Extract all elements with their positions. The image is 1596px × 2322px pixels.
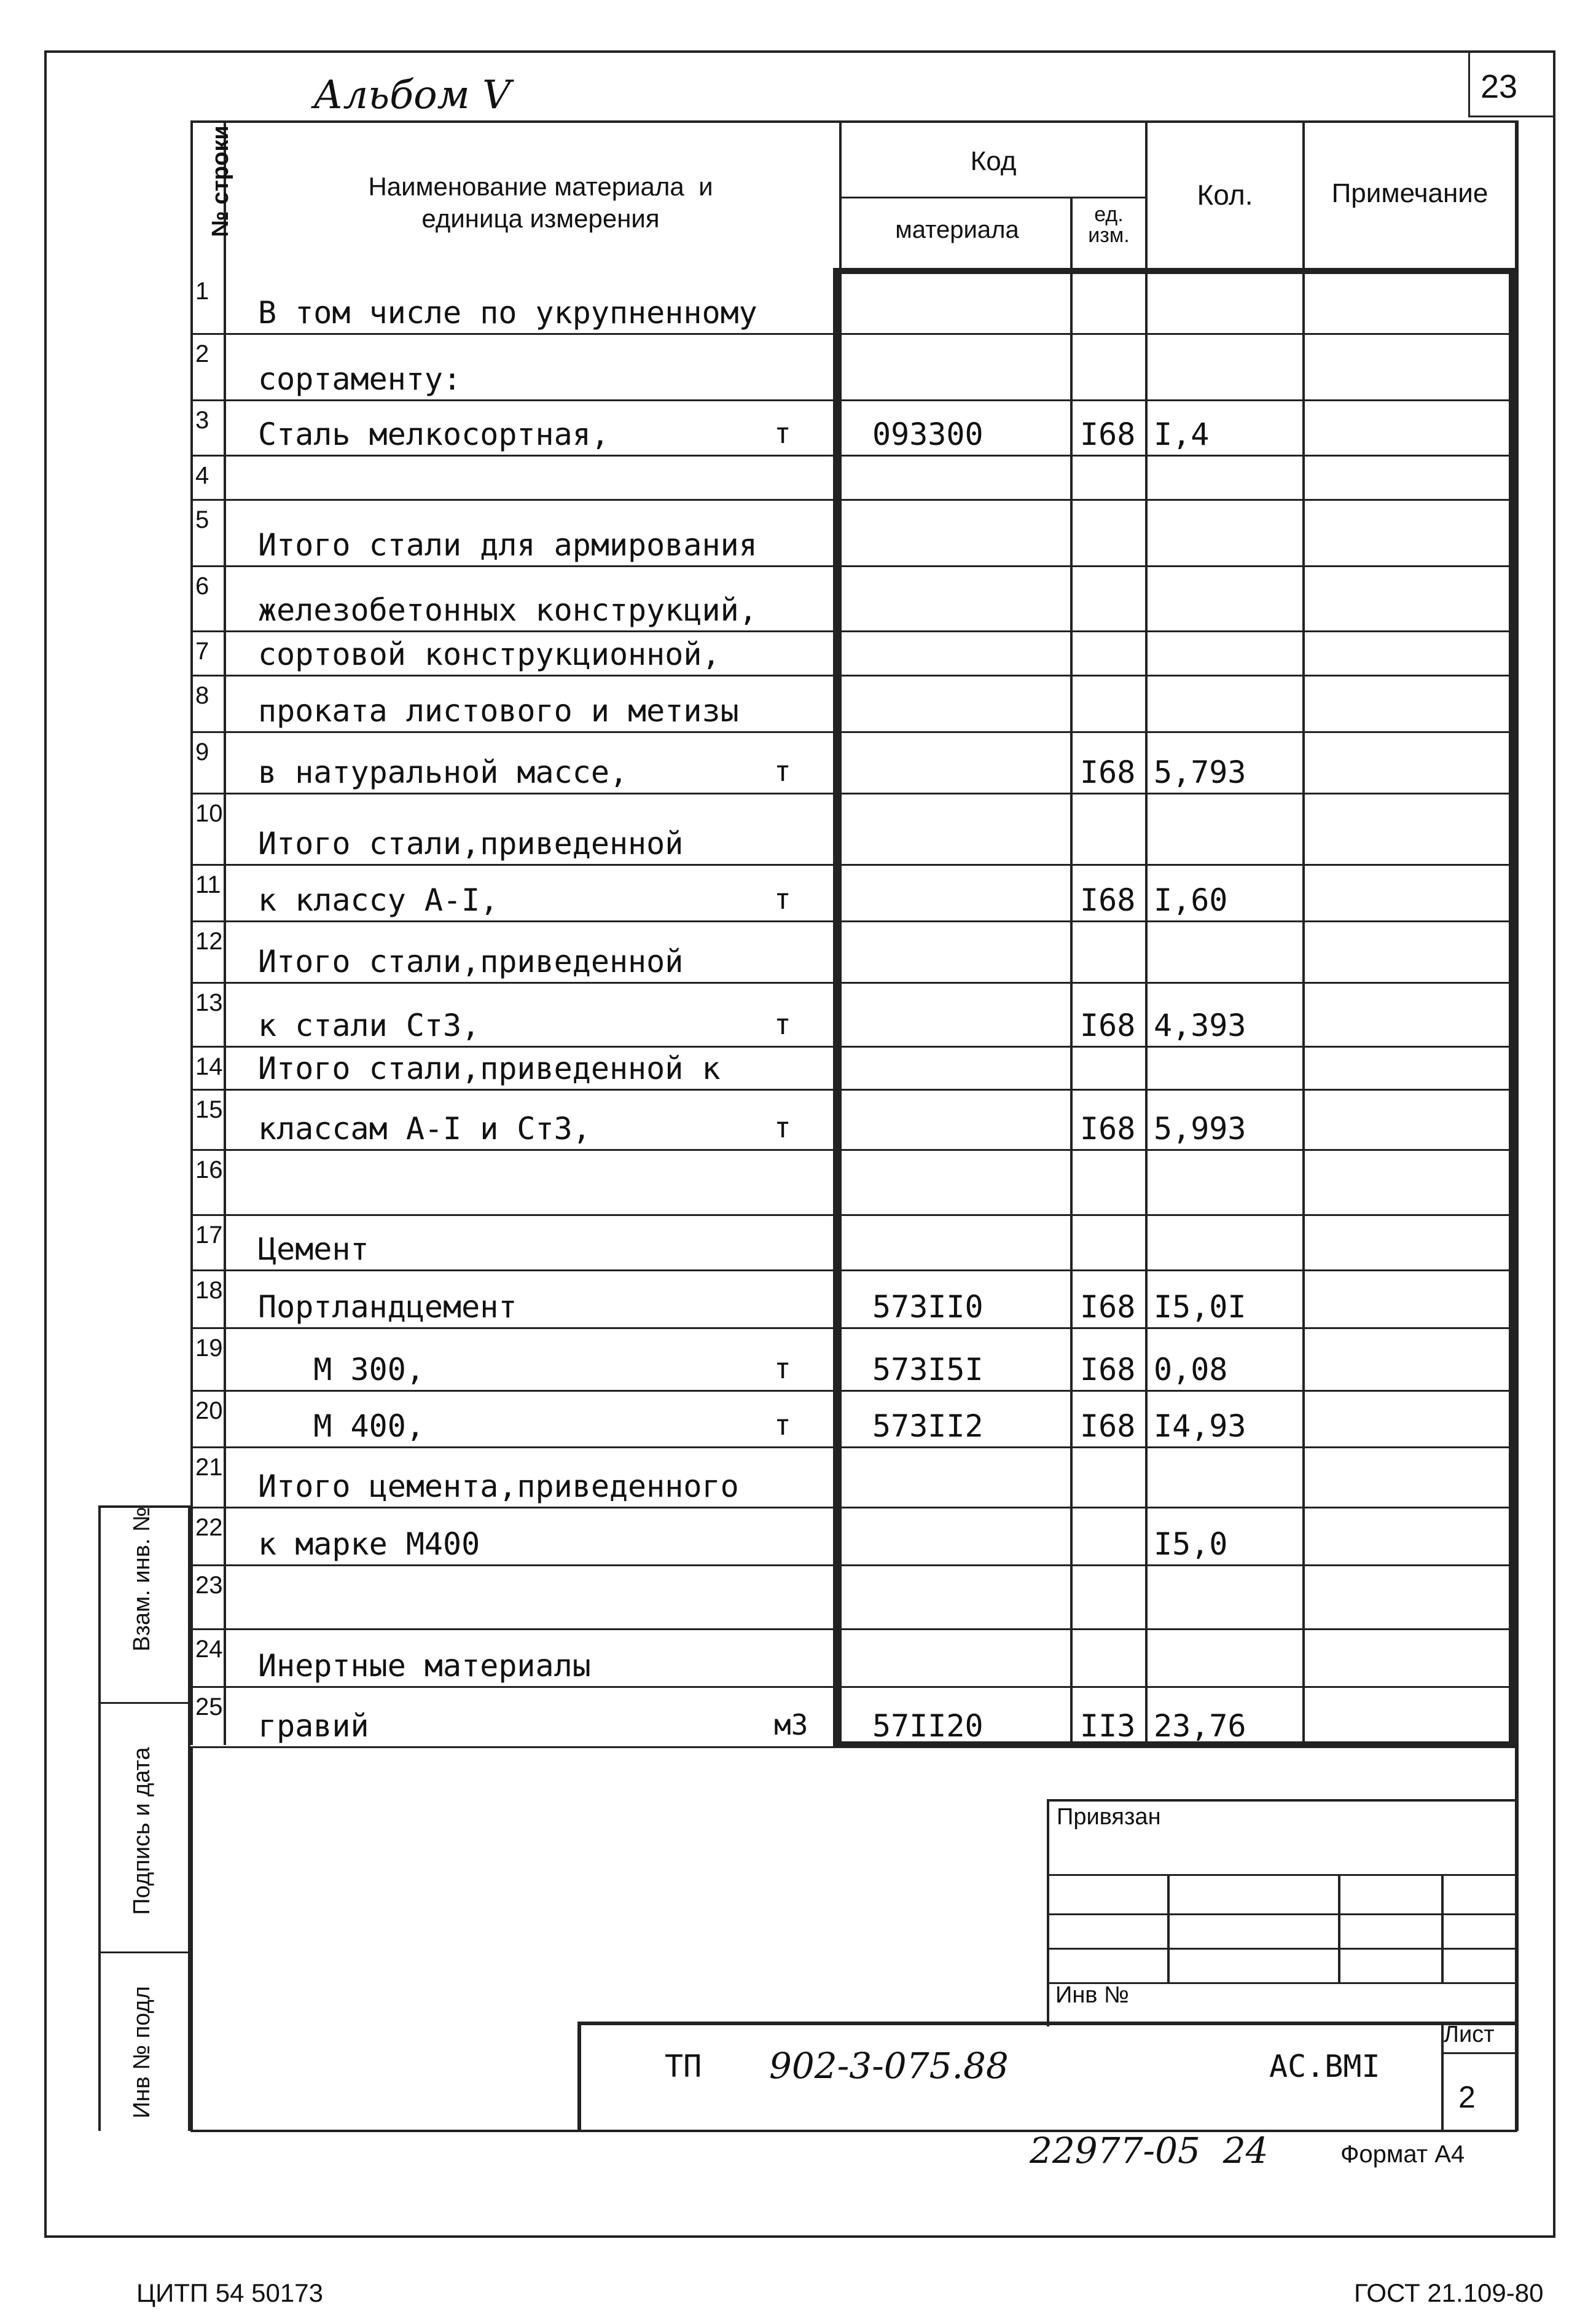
footer-gost: ГОСТ 21.109-80 [1354,2278,1544,2307]
row-number: 1 [195,278,209,305]
table-row-line [193,1327,1517,1329]
footer-format: Формат А4 [1340,2141,1465,2168]
side-stamp-div1 [98,1702,190,1704]
row-number: 5 [195,506,209,533]
row-name: к стали Ст3, [258,1008,480,1043]
page-box-left [1468,50,1470,117]
row-number: 4 [195,462,209,489]
table-row-line [193,630,1517,632]
row-unit-code: I68 [1080,1352,1136,1387]
row-unit-code: I68 [1080,1408,1136,1444]
table-row-line [193,1446,1517,1448]
row-name: в натуральной массе, [258,755,628,790]
row-unit-code: I68 [1080,882,1136,918]
row-unit-code: II3 [1080,1708,1136,1744]
table-top [190,120,1517,123]
privyazan-v2 [1338,1874,1340,1982]
col-header-row-no: № строки [208,125,233,237]
side-podpis-data: Подпись и дата [129,1747,155,1915]
code-subheader-line [840,197,1148,198]
side-stamp-left [98,1505,101,2131]
row-unit: т [774,1008,791,1041]
footer-handwritten: 22977-05 24 [1030,2130,1269,2171]
doc-code: АС.ВМI [1269,2049,1380,2084]
frame-left [44,50,47,2238]
row-qty: I,4 [1154,417,1210,452]
row-number: 14 [195,1053,223,1080]
row-qty: I4,93 [1154,1408,1246,1444]
table-row-line [193,1046,1517,1048]
col-header-code-unit: ед. изм. [1088,203,1130,247]
table-col-rowno-right [224,120,226,1745]
row-number: 19 [195,1335,223,1362]
row-number: 3 [195,407,209,434]
privyazan-v1 [1167,1874,1170,1982]
row-unit-code: I68 [1080,755,1136,790]
row-qty: I,60 [1154,882,1228,918]
row-qty: I5,0I [1154,1289,1246,1325]
page-box-bottom [1468,116,1555,117]
row-number: 10 [195,800,223,827]
privyazan-left [1047,1799,1049,2026]
row-name: Итого стали,приведенной [258,826,684,861]
row-number: 20 [195,1397,223,1424]
row-name: Цемент [258,1231,369,1267]
row-name: к марке М400 [258,1526,480,1562]
frame-top [44,50,1555,53]
row-unit-code: I68 [1080,417,1136,452]
lower-left [190,1746,193,2131]
row-qty: 4,393 [1154,1008,1246,1043]
row-material-code: 573I5I [872,1352,984,1387]
row-name: Итого стали для армирования [258,527,757,563]
row-number: 25 [195,1693,223,1720]
title-sheet-divider [1441,2052,1516,2054]
table-row-line [193,793,1517,794]
table-row-line [193,1628,1517,1630]
row-material-code: 57II20 [872,1708,984,1744]
row-name: сортовой конструкционной, [258,637,721,672]
row-number: 22 [195,1514,223,1541]
row-number: 21 [195,1454,223,1481]
row-name: Инертные материалы [258,1648,591,1684]
row-unit: т [774,755,791,788]
row-unit: т [774,882,791,916]
col-header-name: Наименование материала и единица измерения [368,172,713,233]
inv-no-label: Инв № [1055,1982,1129,2008]
page-number: 23 [1481,68,1518,105]
row-name: классам А-I и Ст3, [258,1111,591,1147]
row-unit: т [774,417,791,450]
body-right-thick [1509,268,1516,1747]
frame-right [1553,50,1555,2238]
table-bottom [190,1746,1517,1748]
row-qty: 5,993 [1154,1111,1246,1147]
table-row-line [193,565,1517,567]
footer-left-code: ЦИТП 54 50173 [136,2278,323,2307]
row-number: 18 [195,1277,223,1304]
row-unit-code: I68 [1080,1289,1136,1325]
col-header-code-material: материала [895,216,1019,243]
table-row-line [193,864,1517,866]
row-name: Сталь мелкосортная, [258,417,609,452]
row-material-code: 573II2 [872,1408,984,1444]
side-stamp-div2 [98,1951,190,1953]
row-name: гравий [258,1708,369,1744]
frame-bottom [44,2235,1555,2238]
row-number: 13 [195,989,223,1016]
privyazan-line2 [1047,1913,1516,1915]
table-row-line [193,1149,1517,1151]
row-material-code: 093300 [872,417,984,452]
row-number: 24 [195,1636,223,1663]
row-number: 15 [195,1096,223,1123]
table-row-line [193,1089,1517,1091]
table-row-line [193,1269,1517,1271]
table-row-line [193,1686,1517,1688]
row-unit-code: I68 [1080,1008,1136,1043]
row-number: 16 [195,1156,223,1183]
privyazan-top [1047,1799,1516,1802]
row-number: 11 [195,871,221,898]
body-left-thick [833,268,839,1747]
side-vzam-inv: Взам. инв. № [129,1507,155,1652]
album-title: Альбом V [313,73,511,118]
privyazan-line1 [1047,1874,1516,1876]
col-header-note: Примечание [1331,178,1488,208]
table-row-line [193,731,1517,733]
table-row-line [193,399,1517,401]
table-row-line [193,455,1517,457]
row-number: 12 [195,928,223,955]
project-code: 902-3-075.88 [769,2045,1009,2087]
row-qty: 0,08 [1154,1352,1228,1387]
privyazan-line3 [1047,1948,1516,1950]
col-header-code: Код [970,146,1017,176]
row-number: 6 [195,573,209,600]
row-unit: м3 [774,1708,808,1741]
row-qty: 23,76 [1154,1708,1246,1744]
row-name: Итого цемента,приведенного [258,1469,739,1504]
row-name: к классу А-I, [258,882,499,918]
row-name: Итого стали,приведенной к [258,1051,721,1086]
row-unit: т [774,1352,791,1385]
row-qty: I5,0 [1154,1526,1228,1562]
table-row-line [193,1390,1517,1392]
sheet-label: Лист [1444,2022,1495,2047]
lower-bottom [190,2130,1517,2132]
row-number: 2 [195,340,209,367]
privyazan-label: Привязан [1057,1804,1161,1830]
row-unit-code: I68 [1080,1111,1136,1147]
body-top-thick [833,268,1519,274]
side-inv-podl: Инв № подл [129,1986,155,2119]
row-unit: т [774,1111,791,1144]
row-number: 7 [195,638,209,665]
tp-label: ТП [665,2049,702,2084]
table-col-rowno-left [190,120,193,1745]
row-name: М 300, [258,1352,424,1387]
col-unit-left [1070,198,1073,1746]
title-left [577,2022,581,2132]
table-row-line [193,675,1517,677]
col-qty-left [1145,120,1148,1745]
row-name: проката листового и метизы [258,693,739,729]
row-number: 17 [195,1222,223,1249]
privyazan-v3 [1441,1874,1444,1982]
row-name: сортаменту: [258,361,462,397]
lower-right [1515,1746,1519,2131]
row-name: Портландцемент [258,1289,517,1325]
row-unit: т [774,1408,791,1441]
table-row-line [193,1564,1517,1566]
title-top [577,2022,1517,2025]
row-name: В том числе по укрупненному [258,295,757,331]
row-name: железобетонных конструкций, [258,592,757,628]
row-qty: 5,793 [1154,755,1246,790]
row-number: 23 [195,1572,223,1599]
table-row-line [193,1507,1517,1508]
col-note-left [1302,120,1305,1745]
row-material-code: 573II0 [872,1289,984,1325]
sheet-number: 2 [1458,2080,1476,2114]
row-number: 8 [195,682,209,709]
row-number: 9 [195,739,209,766]
row-name: Итого стали,приведенной [258,944,684,979]
table-row-line [193,920,1517,922]
col-header-qty: Кол. [1197,179,1253,211]
table-row-line [193,982,1517,984]
col-code-left [839,120,842,1745]
table-row-line [193,333,1517,335]
row-name: М 400, [258,1408,424,1444]
table-row-line [193,499,1517,501]
table-row-line [193,1214,1517,1216]
